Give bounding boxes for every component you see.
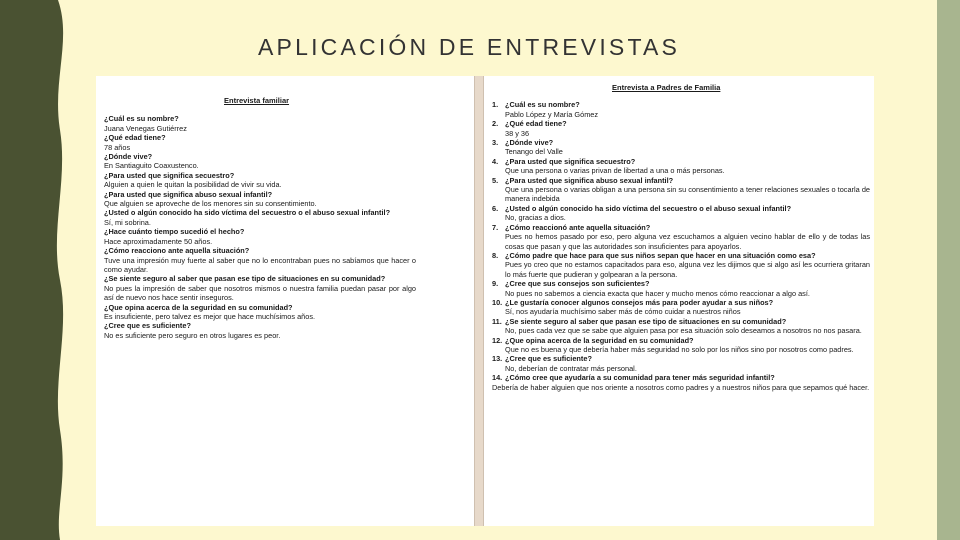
numbered-question [492, 336, 870, 345]
interview-question: ¿Para usted que significa abuso sexual infantil? [505, 175, 674, 185]
interview-question: ¿Usted o algún conocido ha sido víctima del secuestro o el abuso sexual infantil? [104, 208, 391, 218]
interview-question: ¿Que opina acerca de la seguridad en su comunidad? [505, 335, 694, 345]
interview-answer: 78 años [104, 142, 131, 152]
question-number: 8. [492, 250, 499, 260]
interview-answer: Tenango del Valle [505, 147, 563, 157]
interview-question: ¿Se siente seguro al saber que pasan ese tipo de situaciones en su comunidad? [505, 316, 787, 326]
interview-question: ¿Cómo reaccionó ante aquella situación? [505, 222, 651, 232]
numbered-question [492, 176, 870, 185]
interview-answer: Juana Venegas Gutiérrez [104, 123, 187, 133]
numbered-question [492, 354, 870, 363]
question-number: 9. [492, 279, 499, 289]
interview-question: ¿Cómo padre que hace para que sus niños sepan que hacer en una situación como esa? [505, 250, 816, 260]
right-decorative-band [937, 0, 960, 540]
numbered-question [492, 251, 870, 260]
interview-answer: Que alguien se aproveche de los menores sin su consentimiento. [104, 199, 317, 209]
numbered-question [492, 223, 870, 232]
family-interview-column [104, 76, 416, 340]
interview-answer: Que una persona o varias privan de libertad a una o más personas. [505, 166, 725, 176]
interview-answer: No, deberían de contratar más personal. [505, 363, 637, 373]
interview-question: ¿Cree que es suficiente? [104, 321, 191, 331]
interview-answer: Debería de haber alguien que nos oriente a nosotros como padres y a nuestros niños para que sepamos qué hacer. [492, 382, 870, 392]
parents-interview-items [492, 100, 870, 392]
interview-answer: Sí, mi sobrina. [104, 217, 151, 227]
interview-question: ¿Hace cuánto tiempo sucedió el hecho? [104, 227, 245, 237]
question-number: 14. [492, 373, 503, 383]
interview-answer: No es suficiente pero seguro en otros lugares es peor. [104, 330, 281, 340]
question-number: 10. [492, 297, 503, 307]
question-number: 12. [492, 335, 503, 345]
numbered-question [492, 279, 870, 288]
question-number: 4. [492, 156, 499, 166]
interview-question: ¿Para usted que significa secuestro? [104, 170, 235, 180]
question-number: 7. [492, 222, 499, 232]
interview-question: ¿Qué edad tiene? [104, 133, 166, 143]
interview-question: ¿Cree que sus consejos son suficientes? [505, 279, 650, 289]
interview-answer: No pues la impresión de saber que nosotros mismos o nuestra familia puedan pasar por algo así de nuevo nos hace sentir inseguros. [104, 283, 416, 303]
question-number: 11. [492, 316, 502, 326]
interview-question: ¿Cómo cree que ayudaría a su comunidad para tener más seguridad infantil? [505, 373, 775, 383]
interview-answer: Que no es buena y que debería haber más seguridad no solo por los niños sino por nosotros como padres. [505, 344, 854, 354]
interview-question: ¿Usted o algún conocido ha sido víctima del secuestro o el abuso sexual infantil? [505, 203, 792, 213]
interview-question: ¿Cómo reacciono ante aquella situación? [104, 246, 250, 256]
interview-answer: No, gracias a dios. [505, 213, 566, 223]
interview-answer: Sí, nos ayudaría muchísimo saber más de cómo cuidar a nuestros niños [505, 307, 741, 317]
interview-question: ¿Qué edad tiene? [505, 119, 567, 129]
numbered-question [492, 119, 870, 128]
interview-answer: En Santiaguito Coaxustenco. [104, 161, 199, 171]
interview-question: ¿Dónde vive? [505, 138, 554, 148]
interview-answer: Que una persona o varias obligan a una persona sin su consentimiento a tener relaciones sexuales o tocarla de manera indebida [505, 185, 870, 204]
interview-answer: No pues no sabemos a ciencia exacta que hacer y mucho menos cómo reaccionar a algo así. [505, 288, 810, 298]
numbered-question [492, 204, 870, 213]
question-number: 13. [492, 354, 503, 364]
question-number: 5. [492, 175, 499, 185]
interview-question: ¿Cuál es su nombre? [104, 114, 179, 124]
interview-question: ¿Le gustaría conocer algunos consejos más para poder ayudar a sus niños? [505, 297, 774, 307]
interview-answer: Es insuficiente, pero talvez es mejor que hace muchísimos años. [104, 311, 316, 321]
interview-question: ¿Cree que es suficiente? [505, 354, 592, 364]
question-number: 3. [492, 138, 499, 148]
numbered-question [492, 157, 870, 166]
interview-question: ¿Para usted que significa secuestro? [505, 156, 636, 166]
numbered-question [492, 100, 870, 109]
interview-answer: Pues yo creo que no estamos capacitados para eso, alguna vez les dijimos que si algo así les ocurriera gritaran lo más fuerte que pudieran y golpearan a la persona. [505, 260, 870, 279]
interview-answer: Hace aproximadamente 50 años. [104, 236, 213, 246]
numbered-question [492, 373, 870, 382]
interview-question: ¿Que opina acerca de la seguridad en su comunidad? [104, 302, 293, 312]
slide-title: APLICACIÓN DE ENTREVISTAS [258, 34, 681, 60]
question-number: 2. [492, 119, 499, 129]
family-interview-title: Entrevista familiar [224, 96, 290, 105]
numbered-question [492, 298, 870, 307]
interview-answer: 38 y 36 [505, 128, 530, 138]
interview-answer: Tuve una impresión muy fuerte al saber que no lo encontraban pues no sabíamos que hacer o como ayudar. [104, 255, 416, 274]
numbered-question [492, 317, 870, 326]
interview-question: ¿Se siente seguro al saber que pasan ese tipo de situaciones en su comunidad? [104, 274, 386, 284]
interview-question: ¿Para usted que significa abuso sexual infantil? [104, 189, 273, 199]
numbered-question [492, 138, 870, 147]
left-decorative-band [0, 0, 70, 540]
parents-interview-title: Entrevista a Padres de Familia [612, 83, 721, 92]
interview-answer: Pablo López y María Gómez [505, 109, 599, 119]
interview-answer: Pues no hemos pasado por eso, pero alguna vez escuchamos a alguien vecino hablar de ello y de todas las cosas que pasan y que las autoridades son insuficientes para apoyarlos. [505, 232, 870, 251]
interview-question: ¿Dónde vive? [104, 152, 153, 162]
document-divider [474, 76, 484, 526]
question-number: 6. [492, 203, 499, 213]
question-number: 1. [492, 100, 499, 110]
wavy-band-shape [0, 0, 63, 540]
interview-question: ¿Cuál es su nombre? [505, 100, 580, 110]
interview-document [96, 76, 874, 526]
interview-answer: No, pues cada vez que se sabe que alguien pasa por esa situación solo deseamos a nosotros no nos pasara. [505, 326, 862, 336]
family-interview-lines [104, 114, 416, 340]
parents-interview-column [492, 76, 870, 392]
interview-answer: Alguien a quien le quitan la posibilidad de vivir su vida. [104, 180, 282, 190]
